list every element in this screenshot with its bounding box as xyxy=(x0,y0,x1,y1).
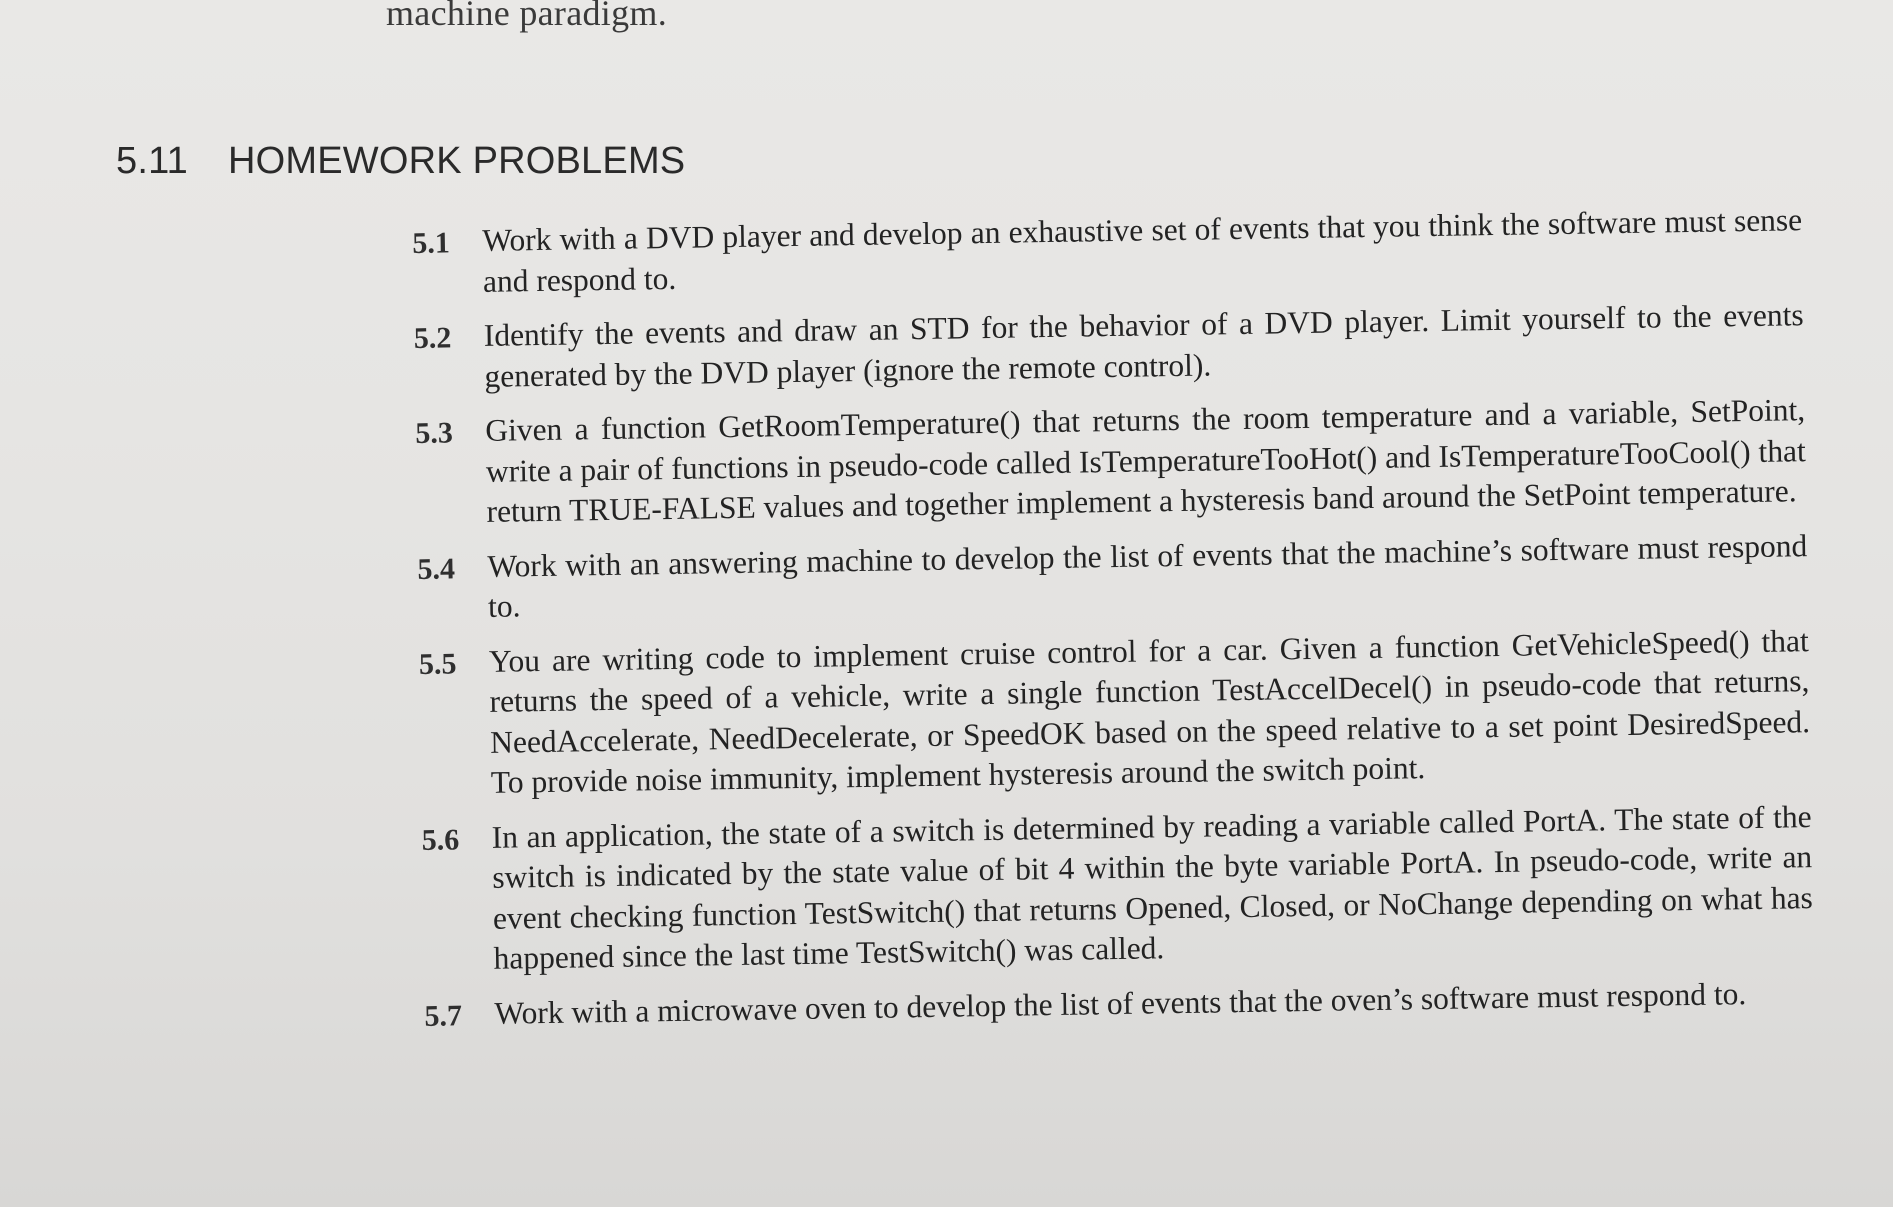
section-title: HOMEWORK PROBLEMS xyxy=(228,140,686,182)
problem-number: 5.3 xyxy=(415,416,454,450)
problem-text: You are writing code to implement cruise control for a car. Given a function GetVehicleSpeed() that returns the speed of a vehicle, write a single function TestAccelDecel() in pseudo-code that returns, NeedAccelerate, NeedDecelerate, or SpeedOK based on the speed relative to a set point DesiredSpeed. To provide noise immunity, implement hysteresis around the switch point. xyxy=(488,622,1811,800)
problem-number: 5.4 xyxy=(417,551,456,586)
problem-item xyxy=(419,621,1811,805)
problem-item xyxy=(421,797,1813,981)
problem-text: Work with a microwave oven to develop the list of events that the oven’s software must respond to. xyxy=(494,975,1747,1031)
problem-text: Identify the events and draw an STD for the behavior of a DVD player. Limit yourself to the events generated by the DVD player (ignore the remote control). xyxy=(483,297,1804,394)
problem-item xyxy=(415,390,1807,533)
section-number: 5.11 xyxy=(116,140,188,182)
problem-text: Work with an answering machine to develop the list of events that the machine’s software must respond to. xyxy=(487,527,1808,624)
previous-paragraph-tail: machine paradigm. xyxy=(386,0,667,33)
problem-number: 5.2 xyxy=(413,321,452,355)
problem-item xyxy=(412,200,1803,303)
section-heading xyxy=(116,140,685,183)
problem-number: 5.1 xyxy=(412,226,451,260)
problem-number: 5.6 xyxy=(421,822,460,857)
problem-number: 5.7 xyxy=(424,998,463,1033)
problem-number: 5.5 xyxy=(418,646,457,681)
problem-item xyxy=(417,526,1808,629)
problem-list xyxy=(412,200,1815,1050)
problem-text: Given a function GetRoomTemperature() that returns the room temperature and a variable, SetPoint, write a pair of functions in pseudo-code called IsTemperatureTooHot() and IsTemperatureTooCool() that return TRUE-FALSE values and together implement a hysteresis band around the SetPoint temperature. xyxy=(485,392,1807,529)
problem-text: Work with a DVD player and develop an exhaustive set of events that you think the software must sense and respond to. xyxy=(482,202,1803,299)
problem-item xyxy=(413,295,1804,398)
problem-item xyxy=(424,973,1814,1037)
problem-text: In an application, the state of a switch is determined by reading a variable called PortA. The state of the switch is indicated by the state value of bit 4 within the byte variable PortA. In pseudo-code, write an event checking function TestSwitch() that returns Opened, Closed, or NoChange depending on what has happened since the last time TestSwitch() was called. xyxy=(491,798,1814,976)
